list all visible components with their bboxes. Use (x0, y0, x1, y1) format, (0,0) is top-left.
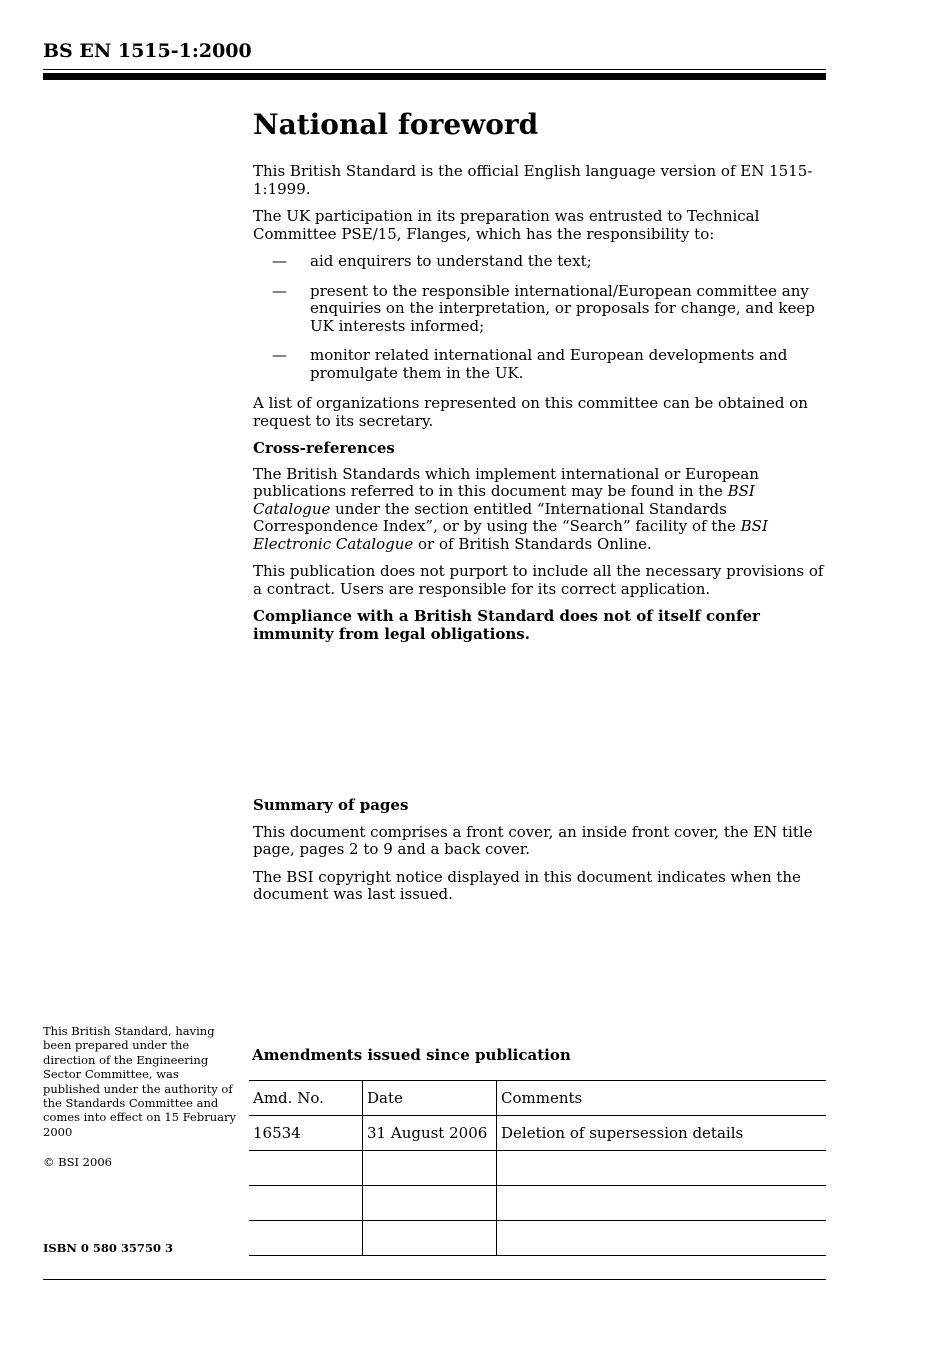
compliance-statement: Compliance with a British Standard does not of itself confer immunity from legal obligations. (253, 607, 760, 643)
cross-references-heading: Cross-references (253, 439, 395, 457)
amd-no-cell (249, 1186, 363, 1221)
amendments-table (249, 1080, 826, 1256)
list-item (253, 283, 826, 336)
dash-bullet: — (272, 281, 287, 300)
copyright-notice: © BSI 2006 (43, 1155, 112, 1169)
foreword-paragraph-4: This publication does not purport to include all the necessary provisions of a contract. Users are responsible for its correct application. (253, 562, 824, 598)
responsibility-list (253, 253, 826, 382)
table-row (249, 1221, 826, 1256)
amd-no-cell (249, 1151, 363, 1186)
cross-references-paragraph (253, 466, 826, 554)
column-header-comments: Comments (497, 1081, 827, 1116)
dash-bullet: — (272, 346, 287, 364)
list-item-text: aid enquirers to understand the text; (310, 252, 592, 270)
list-item (253, 347, 826, 382)
comments-cell: Deletion of supersession details (497, 1116, 827, 1151)
comments-cell (497, 1186, 827, 1221)
amendments-title: Amendments issued since publication (252, 1046, 571, 1064)
footer-rule (43, 1279, 826, 1280)
crossref-text: under the section entitled “International Standards Correspondence Index”, or by using the “Search” facility of the (253, 499, 741, 535)
table-row (249, 1151, 826, 1186)
isbn: ISBN 0 580 35750 3 (43, 1241, 173, 1255)
column-header-amd-no: Amd. No. (249, 1081, 363, 1116)
publication-note: This British Standard, having been prepared under the direction of the Engineering Sector Committee, was published under the authority of the Standards Committee and comes into effect on 15 February 2000 (43, 1024, 236, 1139)
summary-of-pages-section (253, 797, 826, 914)
foreword-paragraph-1: This British Standard is the official English language version of EN 1515-1:1999. (253, 162, 813, 198)
amd-no-cell: 16534 (249, 1116, 363, 1151)
foreword-paragraph-2: The UK participation in its preparation was entrusted to Technical Committee PSE/15, Flanges, which has the responsibility to: (253, 207, 760, 243)
column-header-date: Date (363, 1081, 497, 1116)
list-item-text: monitor related international and European developments and promulgate them in the UK. (310, 346, 788, 382)
list-item-text: present to the responsible international/European committee any enquiries on the interpretation, or proposals for change, and keep UK interests informed; (310, 281, 815, 335)
comments-cell (497, 1221, 827, 1256)
date-cell (363, 1221, 497, 1256)
list-item (253, 253, 826, 271)
summary-heading: Summary of pages (253, 796, 409, 814)
summary-paragraph-1: This document comprises a front cover, an inside front cover, the EN title page, pages 2 to 9 and a back cover. (253, 822, 813, 858)
table-header-row (249, 1081, 826, 1116)
header-rule-thick (43, 73, 826, 80)
date-cell (363, 1186, 497, 1221)
foreword-paragraph-3: A list of organizations represented on this committee can be obtained on request to its secretary. (253, 394, 808, 430)
national-foreword-section (253, 108, 826, 651)
bsi-electronic-catalogue-title: BSI Electronic Catalogue (253, 517, 768, 553)
date-cell: 31 August 2006 (363, 1116, 497, 1151)
date-cell (363, 1151, 497, 1186)
crossref-text: The British Standards which implement international or European publications referred to in this document may be found in the (253, 464, 759, 500)
comments-cell (497, 1151, 827, 1186)
summary-paragraph-2: The BSI copyright notice displayed in this document indicates when the document was last issued. (253, 867, 801, 903)
amd-no-cell (249, 1221, 363, 1256)
header-rule-thin (43, 69, 826, 70)
document-id: BS EN 1515-1:2000 (43, 40, 252, 62)
page-title: National foreword (253, 108, 539, 141)
dash-bullet: — (272, 252, 287, 270)
table-row (249, 1116, 826, 1151)
bsi-catalogue-title: BSI Catalogue (253, 482, 755, 518)
crossref-text: or of British Standards Online. (413, 534, 652, 553)
table-row (249, 1186, 826, 1221)
